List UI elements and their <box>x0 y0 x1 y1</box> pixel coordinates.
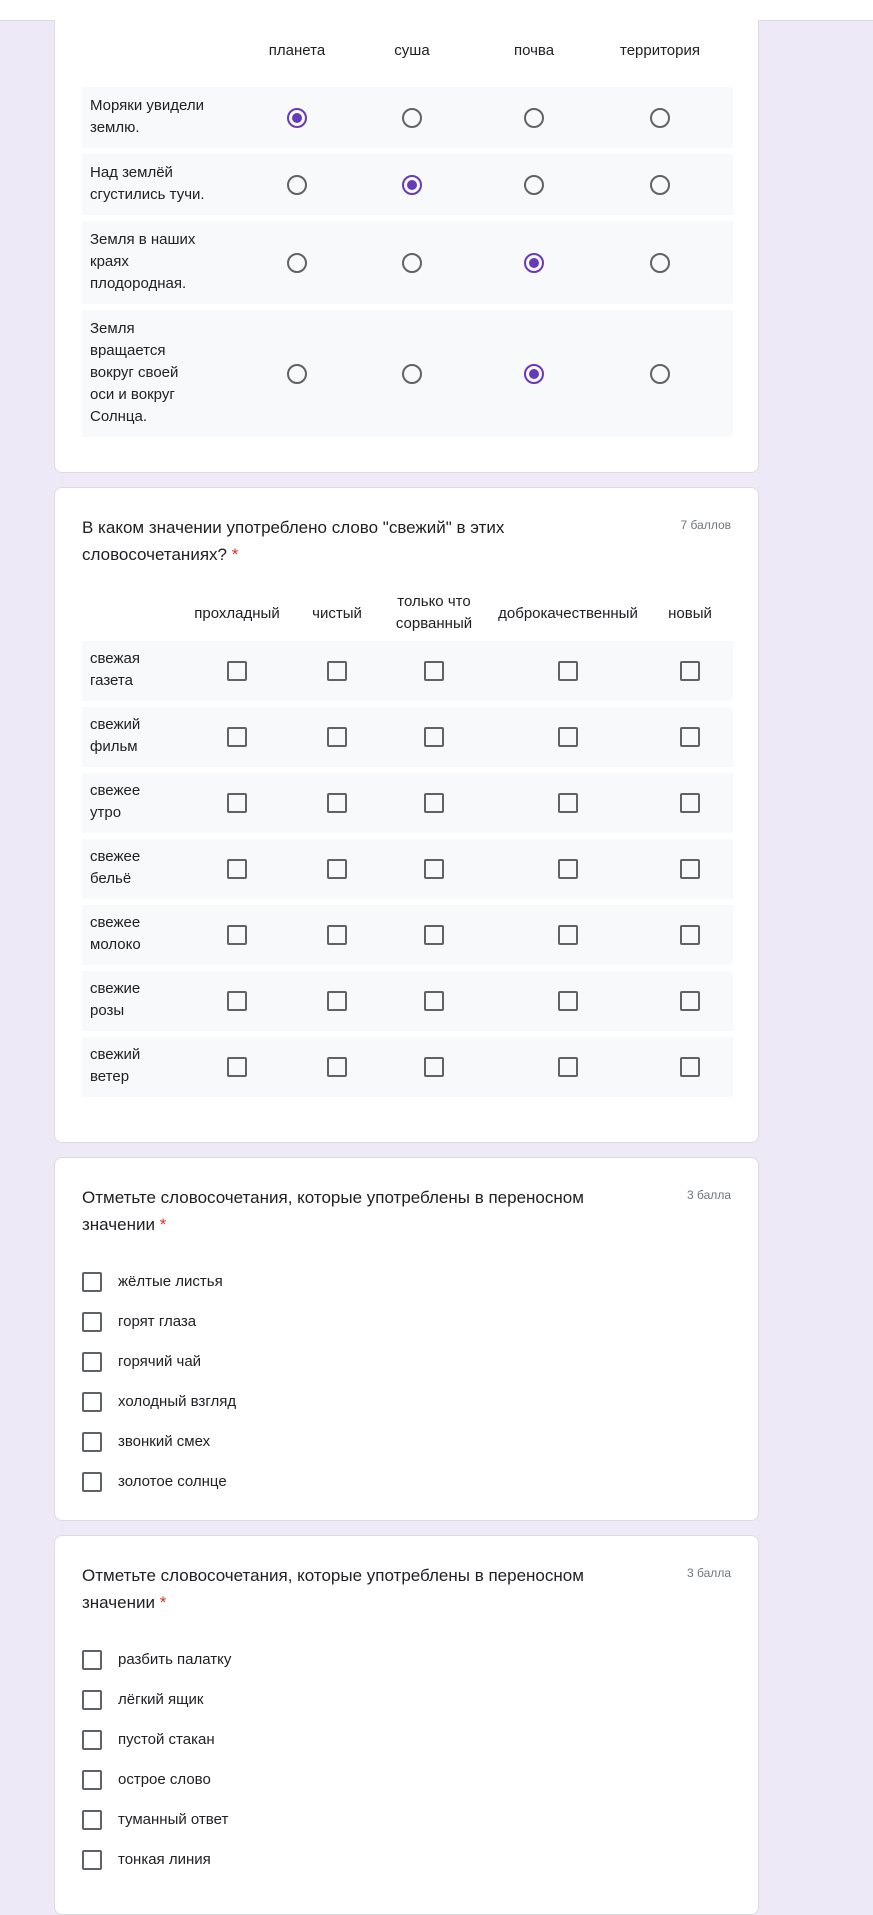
row-label: свежее молоко <box>90 914 141 953</box>
checkbox[interactable] <box>680 661 700 681</box>
checkbox[interactable] <box>424 661 444 681</box>
question-title <box>82 1562 642 1616</box>
column-header: планета <box>268 42 326 59</box>
radio-option[interactable] <box>650 175 670 195</box>
grid-row <box>82 154 733 215</box>
checkbox[interactable] <box>558 793 578 813</box>
grid-row <box>82 221 733 304</box>
checkbox[interactable] <box>680 793 700 813</box>
option-label: звонкий смех <box>118 1433 211 1450</box>
checkbox[interactable] <box>680 859 700 879</box>
column-header: доброкачественный <box>498 605 638 622</box>
checkbox[interactable] <box>227 925 247 945</box>
checkbox[interactable] <box>82 1690 102 1710</box>
row-label: Над землёй сгустились тучи. <box>90 164 205 203</box>
row-label: свежий ветер <box>90 1046 141 1085</box>
option-label: горят глаза <box>118 1313 197 1330</box>
points-label: 7 баллов <box>680 518 731 532</box>
question-card-zemlya <box>54 20 759 473</box>
checkbox[interactable] <box>82 1730 102 1750</box>
checkbox[interactable] <box>227 1057 247 1077</box>
grid-row <box>82 87 733 148</box>
checkbox[interactable] <box>558 661 578 681</box>
checkbox[interactable] <box>227 859 247 879</box>
radio-option[interactable] <box>402 108 422 128</box>
row-label: Земля в наших краях плодородная. <box>90 231 196 292</box>
option-label: холодный взгляд <box>118 1393 237 1410</box>
checkbox[interactable] <box>424 859 444 879</box>
checkbox[interactable] <box>82 1472 102 1492</box>
required-mark: * <box>231 545 239 564</box>
checkbox[interactable] <box>424 793 444 813</box>
checkbox[interactable] <box>680 727 700 747</box>
option-label: пустой стакан <box>118 1731 215 1748</box>
checkbox[interactable] <box>424 991 444 1011</box>
required-mark: * <box>159 1593 167 1612</box>
radio-option[interactable] <box>287 253 307 273</box>
checkbox[interactable] <box>82 1392 102 1412</box>
radio-option[interactable] <box>524 108 544 128</box>
checkbox[interactable] <box>558 727 578 747</box>
checkbox[interactable] <box>327 925 347 945</box>
question-header <box>82 514 731 568</box>
radio-option-selected[interactable] <box>402 175 422 195</box>
row-label: Моряки увидели землю. <box>90 97 204 136</box>
radio-option[interactable] <box>650 108 670 128</box>
checkbox[interactable] <box>82 1312 102 1332</box>
option-label: горячий чай <box>118 1353 202 1370</box>
question-card-perenosnoe-2 <box>54 1535 759 1915</box>
points-label: 3 балла <box>687 1566 731 1580</box>
option-label: золотое солнце <box>118 1473 227 1490</box>
row-label: Земля вращается вокруг своей оси и вокруг Солнца. <box>90 320 179 425</box>
checkbox[interactable] <box>558 991 578 1011</box>
required-mark: * <box>159 1215 167 1234</box>
grid-row <box>82 310 733 437</box>
row-label: свежая газета <box>90 650 140 689</box>
checkbox[interactable] <box>82 1272 102 1292</box>
radio-option-selected[interactable] <box>524 253 544 273</box>
option-label: тонкая линия <box>118 1851 211 1868</box>
checkbox[interactable] <box>424 925 444 945</box>
points-label: 3 балла <box>687 1188 731 1202</box>
column-header: только что сорванный <box>395 593 473 632</box>
checkbox[interactable] <box>327 991 347 1011</box>
checkbox[interactable] <box>82 1352 102 1372</box>
question-header <box>82 1562 731 1616</box>
checkbox[interactable] <box>227 793 247 813</box>
checkbox[interactable] <box>327 859 347 879</box>
top-bar <box>0 0 873 21</box>
question-title-text: Отметьте словосочетания, которые употреблены в переносном значении <box>82 1566 584 1612</box>
checkbox[interactable] <box>82 1810 102 1830</box>
radio-option[interactable] <box>402 364 422 384</box>
grid-row <box>82 1037 733 1097</box>
column-header: почва <box>513 42 555 59</box>
checkbox[interactable] <box>227 727 247 747</box>
column-header: суша <box>394 42 430 59</box>
grid-row <box>82 773 733 833</box>
grid-header <box>82 40 733 87</box>
checkbox[interactable] <box>227 991 247 1011</box>
radio-option[interactable] <box>650 364 670 384</box>
question-title <box>82 514 642 568</box>
row-label: свежий фильм <box>90 716 141 755</box>
radio-option[interactable] <box>287 364 307 384</box>
checkbox[interactable] <box>680 1057 700 1077</box>
checkbox[interactable] <box>82 1432 102 1452</box>
radio-option-selected[interactable] <box>524 364 544 384</box>
radio-option[interactable] <box>402 253 422 273</box>
grid-header <box>82 591 733 641</box>
grid-row <box>82 905 733 965</box>
checkbox[interactable] <box>558 925 578 945</box>
checkbox[interactable] <box>327 661 347 681</box>
question-title <box>82 1184 642 1238</box>
column-header: территория <box>620 42 700 59</box>
column-header: прохладный <box>194 605 280 622</box>
radio-option[interactable] <box>524 175 544 195</box>
option-label: туманный ответ <box>118 1811 229 1828</box>
checkbox[interactable] <box>424 1057 444 1077</box>
question-card-perenosnoe-1 <box>54 1157 759 1521</box>
question-card-svezhiy <box>54 487 759 1143</box>
checkbox[interactable] <box>558 859 578 879</box>
checkbox[interactable] <box>82 1770 102 1790</box>
radio-grid <box>82 40 733 443</box>
grid-row <box>82 641 733 701</box>
column-header: новый <box>668 605 712 622</box>
option-label: разбить палатку <box>118 1651 232 1668</box>
checkbox[interactable] <box>227 661 247 681</box>
checkbox[interactable] <box>558 1057 578 1077</box>
checkbox[interactable] <box>680 991 700 1011</box>
option-label: жёлтые листья <box>118 1273 223 1290</box>
radio-option-selected[interactable] <box>287 108 307 128</box>
question-header <box>82 1184 731 1238</box>
question-title-text: В каком значении употреблено слово "свежий" в этих словосочетаниях? <box>82 518 505 564</box>
checkbox[interactable] <box>327 793 347 813</box>
option-label: острое слово <box>118 1771 211 1788</box>
checkbox[interactable] <box>82 1850 102 1870</box>
checkbox[interactable] <box>680 925 700 945</box>
checkbox[interactable] <box>327 1057 347 1077</box>
checkbox[interactable] <box>424 727 444 747</box>
radio-option[interactable] <box>650 253 670 273</box>
row-label: свежие розы <box>90 980 141 1019</box>
row-label: свежее утро <box>90 782 141 821</box>
grid-row <box>82 971 733 1031</box>
option-label: лёгкий ящик <box>118 1691 204 1708</box>
grid-row <box>82 839 733 899</box>
checkbox[interactable] <box>82 1650 102 1670</box>
question-title-text: Отметьте словосочетания, которые употреблены в переносном значении <box>82 1188 584 1234</box>
row-label: свежее бельё <box>90 848 141 887</box>
checkbox-grid <box>82 591 733 1103</box>
column-header: чистый <box>312 605 362 622</box>
radio-option[interactable] <box>287 175 307 195</box>
checkbox[interactable] <box>327 727 347 747</box>
grid-row <box>82 707 733 767</box>
